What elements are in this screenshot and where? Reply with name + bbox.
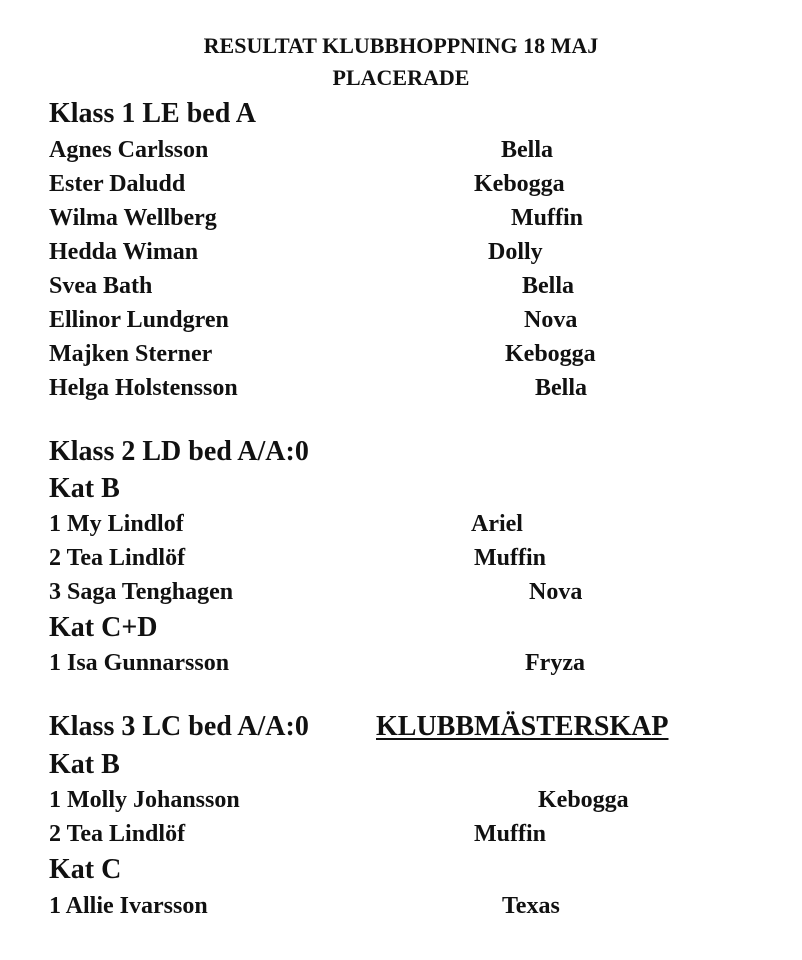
klass1-horse: Bella xyxy=(522,273,574,299)
klass2-kat-cd-rider: 1 Isa Gunnarsson xyxy=(49,650,230,676)
klass3-kat-b-rider: 2 Tea Lindlöf xyxy=(49,821,186,847)
klass1-horse: Muffin xyxy=(511,205,583,231)
klass1-rider: Wilma Wellberg xyxy=(49,205,217,231)
klass3-championship-label: KLUBBMÄSTERSKAP xyxy=(376,711,669,742)
document-title: RESULTAT KLUBBHOPPNING 18 MAJ xyxy=(203,33,599,58)
klass2-kat-b-horse: Muffin xyxy=(474,545,546,571)
klass3-kat-c-heading: Kat C xyxy=(49,854,122,885)
klass1-rider: Agnes Carlsson xyxy=(49,137,209,163)
klass2-kat-cd-horse: Fryza xyxy=(525,650,585,676)
klass1-rider: Helga Holstensson xyxy=(49,375,238,401)
klass3-kat-c-rider: 1 Allie Ivarsson xyxy=(49,893,208,919)
klass2-kat-b-heading: Kat B xyxy=(49,473,120,504)
klass2-kat-b-horse: Nova xyxy=(529,579,583,605)
klass2-kat-b-rider: 2 Tea Lindlöf xyxy=(49,545,186,571)
klass2-heading: Klass 2 LD bed A/A:0 xyxy=(49,436,309,467)
klass3-kat-b-horse: Muffin xyxy=(474,821,546,847)
klass1-rider: Ester Daludd xyxy=(49,171,186,197)
klass1-horse: Bella xyxy=(535,375,587,401)
klass3-kat-c-horse: Texas xyxy=(502,893,560,919)
klass1-horse: Kebogga xyxy=(474,171,565,197)
klass1-rider: Svea Bath xyxy=(49,273,153,299)
document-subtitle: PLACERADE xyxy=(332,65,470,90)
klass1-rider: Majken Sterner xyxy=(49,341,213,367)
klass2-kat-b-rider: 1 My Lindlof xyxy=(49,511,184,537)
klass3-kat-b-heading: Kat B xyxy=(49,749,120,780)
klass1-rider: Ellinor Lundgren xyxy=(49,307,229,333)
klass2-kat-b-horse: Ariel xyxy=(471,511,523,537)
klass1-horse: Dolly xyxy=(488,239,543,265)
klass3-heading: Klass 3 LC bed A/A:0 xyxy=(49,711,309,742)
klass2-kat-b-rider: 3 Saga Tenghagen xyxy=(49,579,234,605)
klass1-rider: Hedda Wiman xyxy=(49,239,199,265)
klass1-horse: Bella xyxy=(501,137,553,163)
klass3-kat-b-rider: 1 Molly Johansson xyxy=(49,787,240,813)
klass1-horse: Kebogga xyxy=(505,341,596,367)
klass1-horse: Nova xyxy=(524,307,578,333)
klass2-kat-cd-heading: Kat C+D xyxy=(49,612,158,643)
klass3-kat-b-horse: Kebogga xyxy=(538,787,629,813)
klass1-heading: Klass 1 LE bed A xyxy=(49,98,256,129)
